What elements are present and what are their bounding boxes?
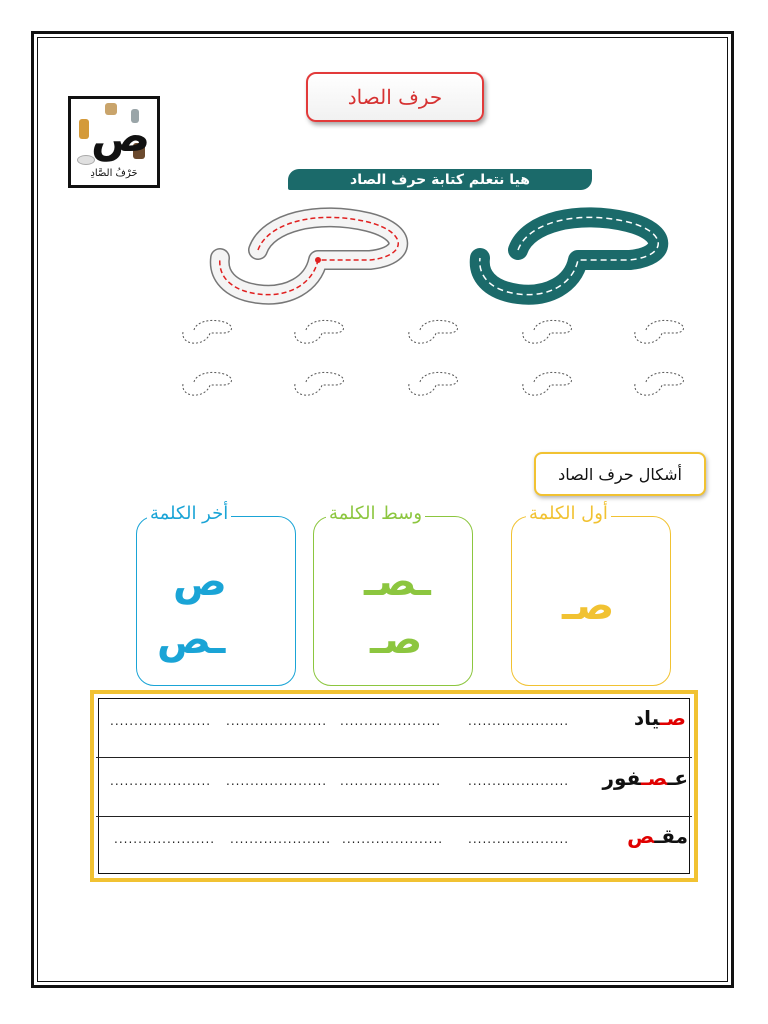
form-box-beginning bbox=[511, 503, 671, 686]
write-line-1-2[interactable]: ..................... bbox=[340, 714, 442, 728]
write-line-3-4[interactable]: ..................... bbox=[114, 832, 216, 846]
page-title-text: حرف الصاد bbox=[347, 85, 443, 109]
write-line-3-1[interactable]: ..................... bbox=[468, 832, 570, 846]
word-2-after: فور bbox=[602, 766, 641, 790]
form-glyph-end-2: ـص bbox=[157, 617, 226, 663]
form-box-end bbox=[136, 503, 296, 686]
form-label-middle: وسط الكلمة bbox=[326, 503, 425, 524]
write-line-2-4[interactable]: ..................... bbox=[110, 774, 212, 788]
row-divider-1 bbox=[96, 757, 692, 758]
card-letter: ص bbox=[91, 111, 151, 162]
tracing-letter bbox=[220, 217, 399, 294]
card-caption: حَرْفُ الصَّادِ bbox=[90, 168, 138, 179]
form-box-middle bbox=[313, 503, 473, 686]
practice-row-1 bbox=[183, 320, 684, 343]
write-line-1-4[interactable]: ..................... bbox=[110, 714, 212, 728]
model-letter bbox=[480, 217, 659, 294]
banner-text: هيا نتعلم كتابة حرف الصاد bbox=[350, 171, 530, 188]
form-label-end: أخر الكلمة bbox=[147, 503, 231, 524]
form-glyph-middle-2: صـ bbox=[370, 617, 423, 663]
write-line-2-2[interactable]: ..................... bbox=[340, 774, 442, 788]
word-1-after: ياد bbox=[633, 706, 660, 730]
write-line-1-1[interactable]: ..................... bbox=[468, 714, 570, 728]
write-line-2-1[interactable]: ..................... bbox=[468, 774, 570, 788]
forms-heading-text: أشكال حرف الصاد bbox=[558, 464, 682, 484]
word-1 bbox=[634, 706, 686, 730]
word-3 bbox=[627, 824, 688, 848]
word-3-highlight: ص bbox=[627, 824, 655, 848]
write-line-3-2[interactable]: ..................... bbox=[342, 832, 444, 846]
row-divider-2 bbox=[96, 816, 692, 817]
word-2 bbox=[603, 766, 689, 790]
word-3-before: مقـ bbox=[654, 824, 688, 848]
form-glyph-end-1: ص bbox=[173, 559, 227, 605]
word-1-highlight: صـ bbox=[659, 706, 686, 730]
word-2-highlight: صـ bbox=[640, 766, 668, 790]
write-line-3-3[interactable]: ..................... bbox=[230, 832, 332, 846]
form-glyph-beginning: صـ bbox=[562, 583, 615, 629]
write-line-2-3[interactable]: ..................... bbox=[226, 774, 328, 788]
form-label-beginning: أول الكلمة bbox=[526, 503, 611, 524]
forms-heading bbox=[534, 452, 706, 496]
form-glyph-middle-1: ـصـ bbox=[364, 559, 431, 605]
practice-row-2 bbox=[183, 372, 684, 395]
word-2-before: عـ bbox=[667, 766, 688, 790]
write-line-1-3[interactable]: ..................... bbox=[226, 714, 328, 728]
